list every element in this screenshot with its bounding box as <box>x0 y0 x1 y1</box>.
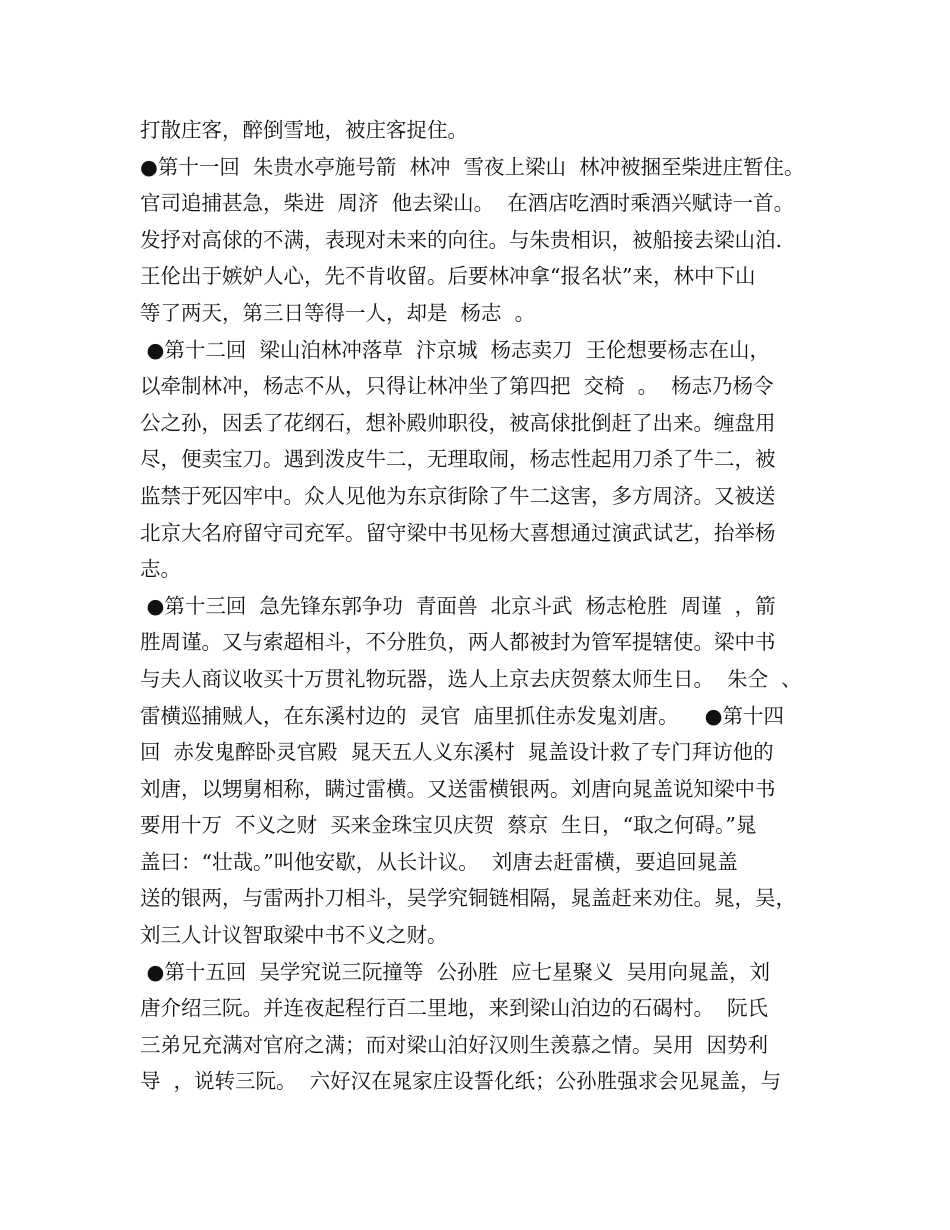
text-line: 胜周谨。又与索超相斗，不分胜负，两人都被封为管军提辖使。梁中书 <box>140 630 776 655</box>
text-line: 唐介绍三阮。并连夜起程行百二里地，来到梁山泊边的石碣村。 阮氏 <box>140 996 769 1021</box>
body-text <box>140 112 830 1100</box>
text-line: 雷横巡捕贼人，在东溪村边的 灵官 庙里抓住赤发鬼刘唐。 ●第十四 <box>140 703 785 728</box>
text-line: 以牵制林冲，杨志不从，只得让林冲坐了第四把 交椅 。 杨志乃杨令 <box>140 374 774 399</box>
text-line: 回 赤发鬼醉卧灵官殿 晁天五人义东溪村 晁盖设计救了专门拜访他的 <box>140 740 774 765</box>
text-line: ●第十二回 梁山泊林冲落草 汴京城 杨志卖刀 王伦想要杨志在山， <box>140 337 771 362</box>
text-line: 发抒对高俅的不满，表现对未来的向往。与朱贵相识，被船接去梁山泊. <box>140 227 783 252</box>
text-line: ●第十三回 急先锋东郭争功 青面兽 北京斗武 杨志枪胜 周谨 ，箭 <box>140 593 776 618</box>
text-line: 王伦出于嫉妒人心，先不肯收留。后要林冲拿“报名状”来，林中下山 <box>140 264 756 289</box>
text-line: 尽，便卖宝刀。遇到泼皮牛二，无理取闹，杨志性起用刀杀了牛二，被 <box>140 447 776 472</box>
text-line: ●第十一回 朱贵水亭施号箭 林冲 雪夜上梁山 林冲被捆至柴进庄暂住。 <box>140 154 805 179</box>
text-line: ●第十五回 吴学究说三阮撞等 公孙胜 应七星聚义 吴用向晁盖，刘 <box>140 959 771 984</box>
text-line: 志。 <box>140 557 181 582</box>
text-line: 刘三人计议智取梁中书不义之财。 <box>140 923 448 948</box>
text-line: 等了两天，第三日等得一人，却是 杨志 。 <box>140 300 536 325</box>
text-line: 打散庄客，醉倒雪地，被庄客捉住。 <box>140 118 468 142</box>
text-line: 刘唐，以甥舅相称，瞒过雷横。又送雷横银两。刘唐向晁盖说知梁中书 <box>140 776 776 801</box>
text-line: 公之孙，因丢了花纲石，想补殿帅职役，被高俅批倒赶了出来。缠盘用 <box>140 410 776 435</box>
text-line: 导 ，说转三阮。 六好汉在晁家庄设誓化纸；公孙胜强求会见晁盖，与 <box>140 1069 782 1094</box>
text-line: 要用十万 不义之财 买来金珠宝贝庆贺 蔡京 生日，“取之何碍。”晁 <box>140 813 757 838</box>
text-line: 官司追捕甚急，柴进 周济 他去梁山。 在酒店吃酒时乘酒兴赋诗一首。 <box>140 191 795 216</box>
text-line: 送的银两，与雷两扑刀相斗，吴学究铜链相隔，晁盖赶来劝住。晁，吴， <box>140 886 796 911</box>
text-line: 三弟兄充满对官府之满；而对梁山泊好汉则生羡慕之情。吴用 因势利 <box>140 1032 769 1057</box>
text-line: 监禁于死囚牢中。众人见他为东京街除了牛二这害，多方周济。又被送 <box>140 483 776 508</box>
text-line: 盖曰：“壮哉。”叫他安歇，从长计议。 刘唐去赶雷横，要追回晁盖 <box>140 849 738 874</box>
text-line: 北京大名府留守司充军。留守梁中书见杨大喜想通过演武试艺，抬举杨 <box>140 520 776 545</box>
text-line: 与夫人商议收买十万贯礼物玩器，选人上京去庆贺蔡太师生日。 朱仝 、 <box>140 666 802 691</box>
